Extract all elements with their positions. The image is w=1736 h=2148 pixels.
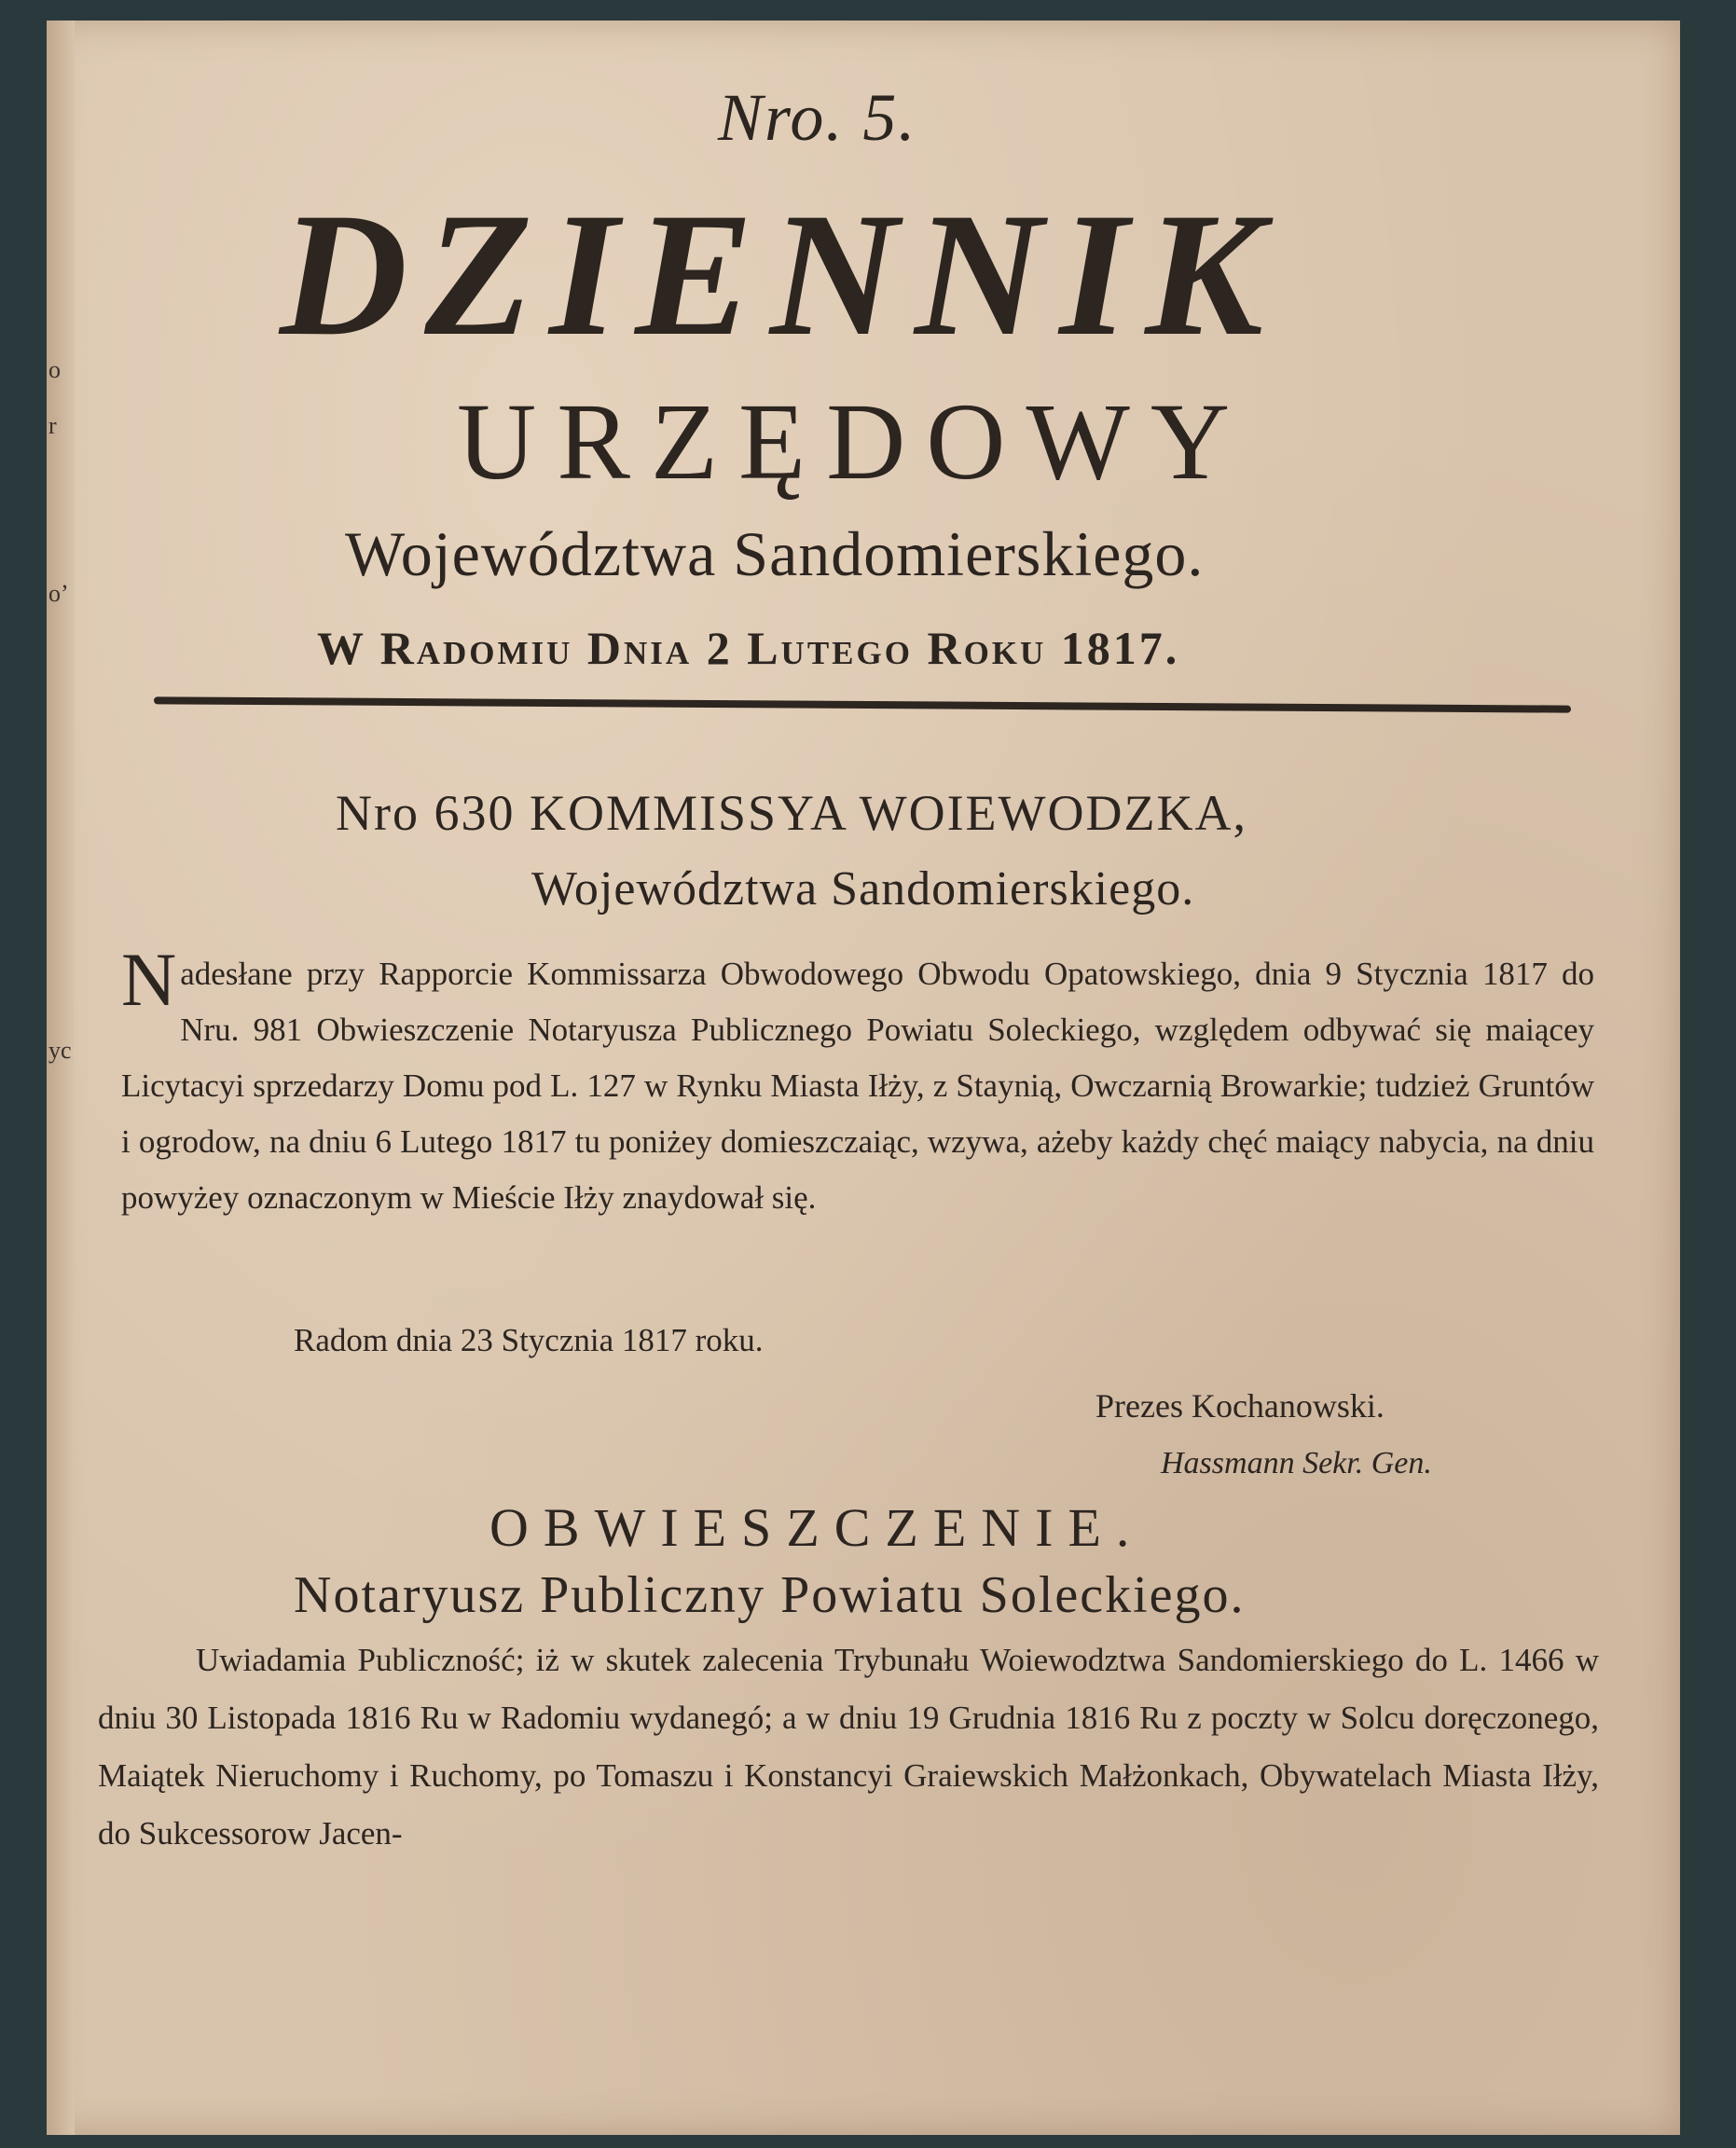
notice-body: Uwiadamia Publiczność; iż w skutek zalecenia Trybunału Woiewodztwa Sandomierskiego do L. 1466 w dniu 30 Listopada 1816 Ru w Radomiu wydanegó; a w dniu 19 Grudnia 1816 Ru z poczty w Solcu doręczonego, Maiątek Nieruchomy i Ruchomy, po Tomaszu i Konstancyi Graiewskich Małżonkach, Obywatelach Miasta Iłży, do Sukcessorow Jacen- xyxy=(98,1642,1599,1852)
place-date: Radom dnia 23 Stycznia 1817 roku. xyxy=(294,1322,764,1358)
notice-title: OBWIESZCZENIE. xyxy=(489,1497,1145,1558)
masthead-subtitle: URZĘDOWY xyxy=(457,380,1251,503)
binding-spine xyxy=(47,21,75,2135)
section1-body xyxy=(121,937,1594,1226)
drop-cap: N xyxy=(121,937,177,1022)
issue-number: Nro. 5. xyxy=(718,80,917,155)
notice-subtitle: Notaryusz Publiczny Powiatu Soleckiego. xyxy=(294,1566,1246,1624)
section1-text: adesłane przy Rapporcie Kommissarza Obwodowego Obwodu Opatowskiego, dnia 9 Stycznia 1817 do Nru. 981 Obwieszczenie Notaryusza Publicznego Powiatu Soleckiego, względem odbywać się maiącey Licytacyi sprzedarzy Domu pod L. 127 w Rynku Miasta Iłży, z Staynią, Owczarnią Browarkie; tudzież Gruntów i ogrodow, na dniu 6 Lutego 1817 tu poniżey domieszczaiąc, wzywa, ażeby każdy chęć maiący nabycia, na dniu powyżey oznaczonym w Mieście Iłży znaydował się. xyxy=(121,956,1594,1216)
margin-fragment: o xyxy=(48,356,61,383)
signature-president: Prezes Kochanowski. xyxy=(1095,1387,1385,1425)
signature-secretary: Hassmann Sekr. Gen. xyxy=(1161,1446,1432,1480)
margin-fragment: oʼ xyxy=(48,580,69,607)
dateline: W Radomiu Dnia 2 Lutego Roku 1817. xyxy=(317,622,1180,674)
margin-fragment: yc xyxy=(48,1037,72,1064)
section1-subheading: Województwa Sandomierskiego. xyxy=(531,862,1195,916)
masthead-title: DZIENNIK xyxy=(280,177,1281,373)
province-name: Województwa Sandomierskiego. xyxy=(345,518,1205,589)
section1-heading: Nro 630 KOMMISSYA WOIEWODZKA, xyxy=(336,785,1247,841)
margin-fragment: r xyxy=(48,412,57,439)
